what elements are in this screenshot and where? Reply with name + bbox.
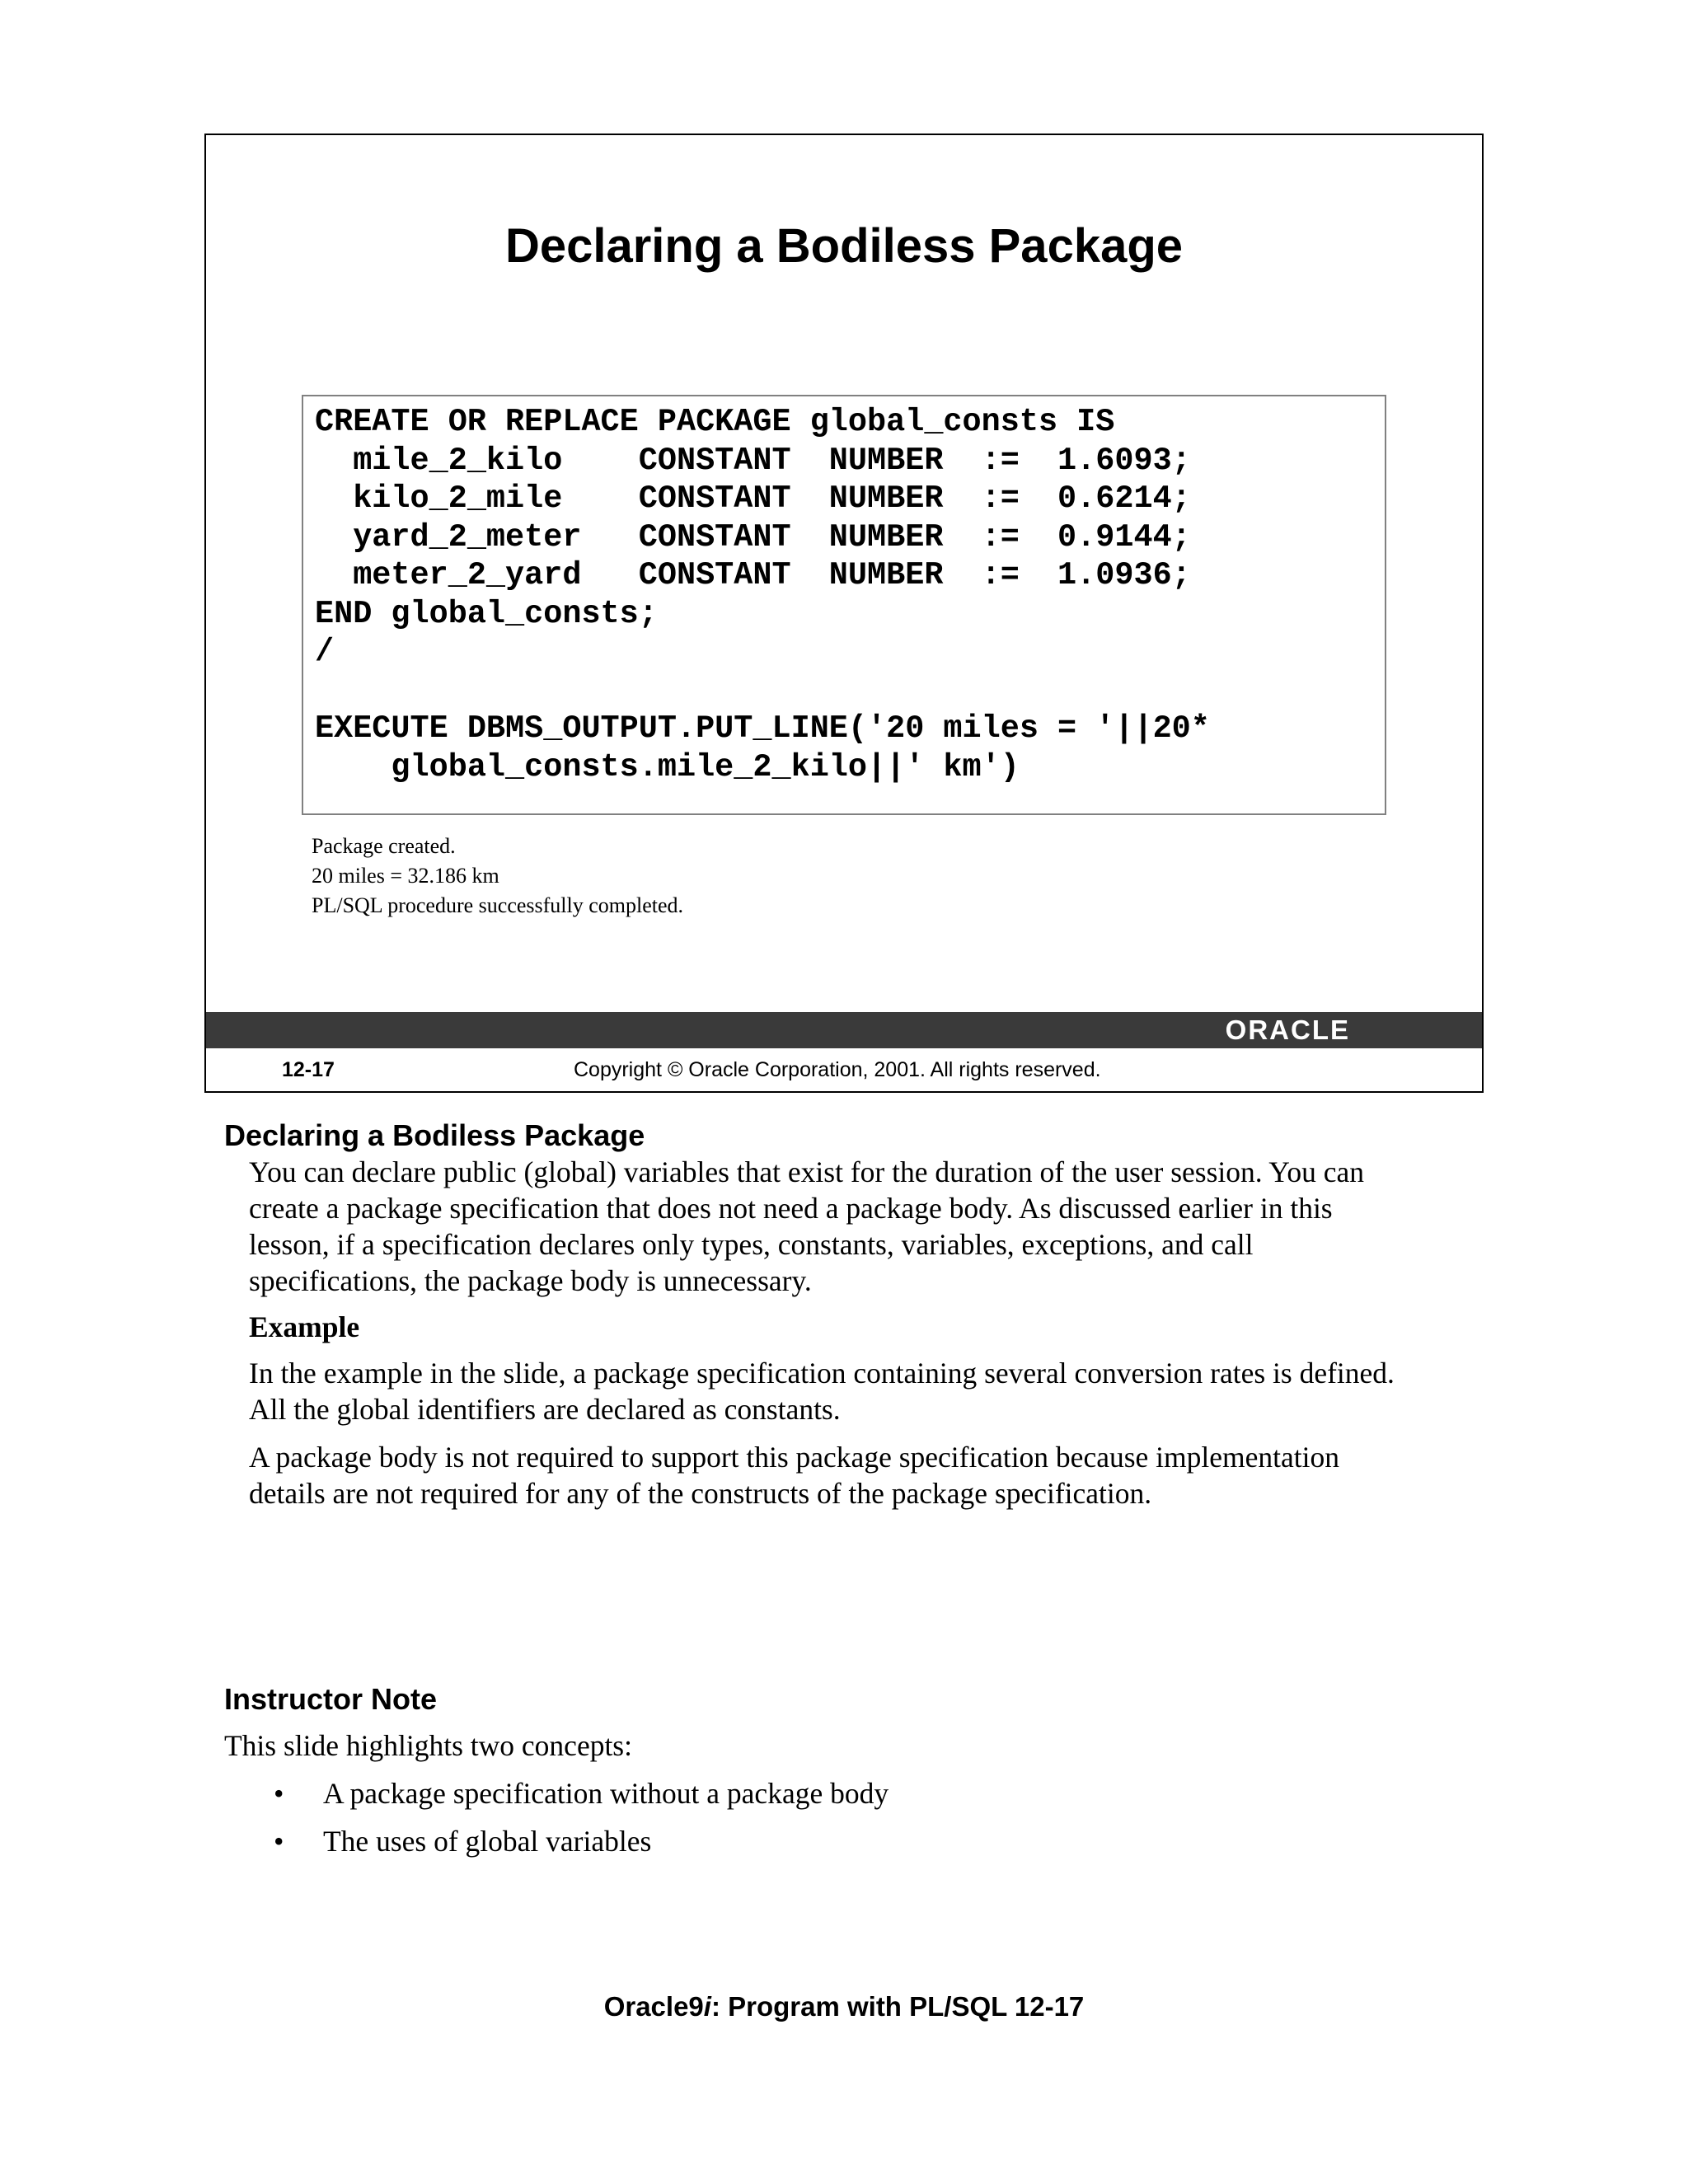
body-line: A package body is not required to support this package specification because implementation bbox=[249, 1441, 1339, 1474]
bullet-text: The uses of global variables bbox=[323, 1825, 652, 1858]
footer-italic: i bbox=[703, 1991, 711, 2022]
notes-intro-line: You can declare public (global) variables that exist for the duration of the user session. You can bbox=[249, 1155, 1364, 1188]
example-line: In the example in the slide, a package specification containing several conversion rates is defined. bbox=[249, 1357, 1395, 1390]
output-line: 20 miles = 32.186 km bbox=[312, 864, 499, 888]
notes-intro-line: specifications, the package body is unnecessary. bbox=[249, 1264, 812, 1297]
slide-title: Declaring a Bodiless Package bbox=[504, 219, 1184, 273]
bullet-item bbox=[274, 1823, 651, 1859]
code-line: mile_2_kilo CONSTANT NUMBER := 1.6093; bbox=[315, 442, 1191, 479]
notes-intro-line: create a package specification that does not need a package body. As discussed earlier in this bbox=[249, 1192, 1333, 1225]
code-line: kilo_2_mile CONSTANT NUMBER := 0.6214; bbox=[315, 480, 1191, 517]
slide-footer-bar bbox=[206, 1012, 1482, 1048]
slide-number: 12-17 bbox=[282, 1058, 335, 1081]
code-line: yard_2_meter CONSTANT NUMBER := 0.9144; bbox=[315, 518, 1191, 555]
bullet-icon: • bbox=[274, 1777, 284, 1810]
code-line: global_consts.mile_2_kilo||' km') bbox=[315, 748, 1020, 785]
code-block bbox=[302, 395, 1386, 815]
bullet-item bbox=[274, 1775, 889, 1811]
footer-prefix: Oracle9 bbox=[603, 1991, 704, 2022]
output-line: Package created. bbox=[312, 834, 456, 858]
slide bbox=[204, 134, 1484, 1093]
example-line: All the global identifiers are declared as constants. bbox=[249, 1393, 841, 1426]
instructor-note-intro: This slide highlights two concepts: bbox=[224, 1729, 632, 1762]
code-line: CREATE OR REPLACE PACKAGE global_consts IS bbox=[315, 404, 1115, 440]
code-line: meter_2_yard CONSTANT NUMBER := 1.0936; bbox=[315, 557, 1191, 593]
footer-suffix: : Program with PL/SQL 12-17 bbox=[710, 1991, 1085, 2022]
execution-output bbox=[312, 832, 683, 921]
bullet-text: A package specification without a package body bbox=[323, 1777, 889, 1810]
body-line: details are not required for any of the constructs of the package specification. bbox=[249, 1477, 1152, 1510]
bullet-icon: • bbox=[274, 1825, 284, 1858]
copyright-notice: Copyright © Oracle Corporation, 2001. All rights reserved. bbox=[574, 1058, 1101, 1081]
output-line: PL/SQL procedure successfully completed. bbox=[312, 893, 684, 917]
oracle-logo: ORACLE bbox=[1225, 1015, 1350, 1045]
code-line bbox=[315, 672, 1385, 710]
notes-intro-line: lesson, if a specification declares only types, constants, variables, exceptions, and call bbox=[249, 1228, 1254, 1261]
example-heading: Example bbox=[249, 1310, 360, 1343]
code-line: EXECUTE DBMS_OUTPUT.PUT_LINE('20 miles = '||20* bbox=[315, 710, 1210, 747]
notes-heading: Declaring a Bodiless Package bbox=[224, 1118, 645, 1152]
code-line: / bbox=[315, 634, 335, 670]
slide-footer bbox=[206, 1048, 1482, 1093]
instructor-note-heading: Instructor Note bbox=[224, 1682, 438, 1716]
page-footer bbox=[0, 1991, 1688, 2022]
code-line: END global_consts; bbox=[315, 595, 658, 632]
